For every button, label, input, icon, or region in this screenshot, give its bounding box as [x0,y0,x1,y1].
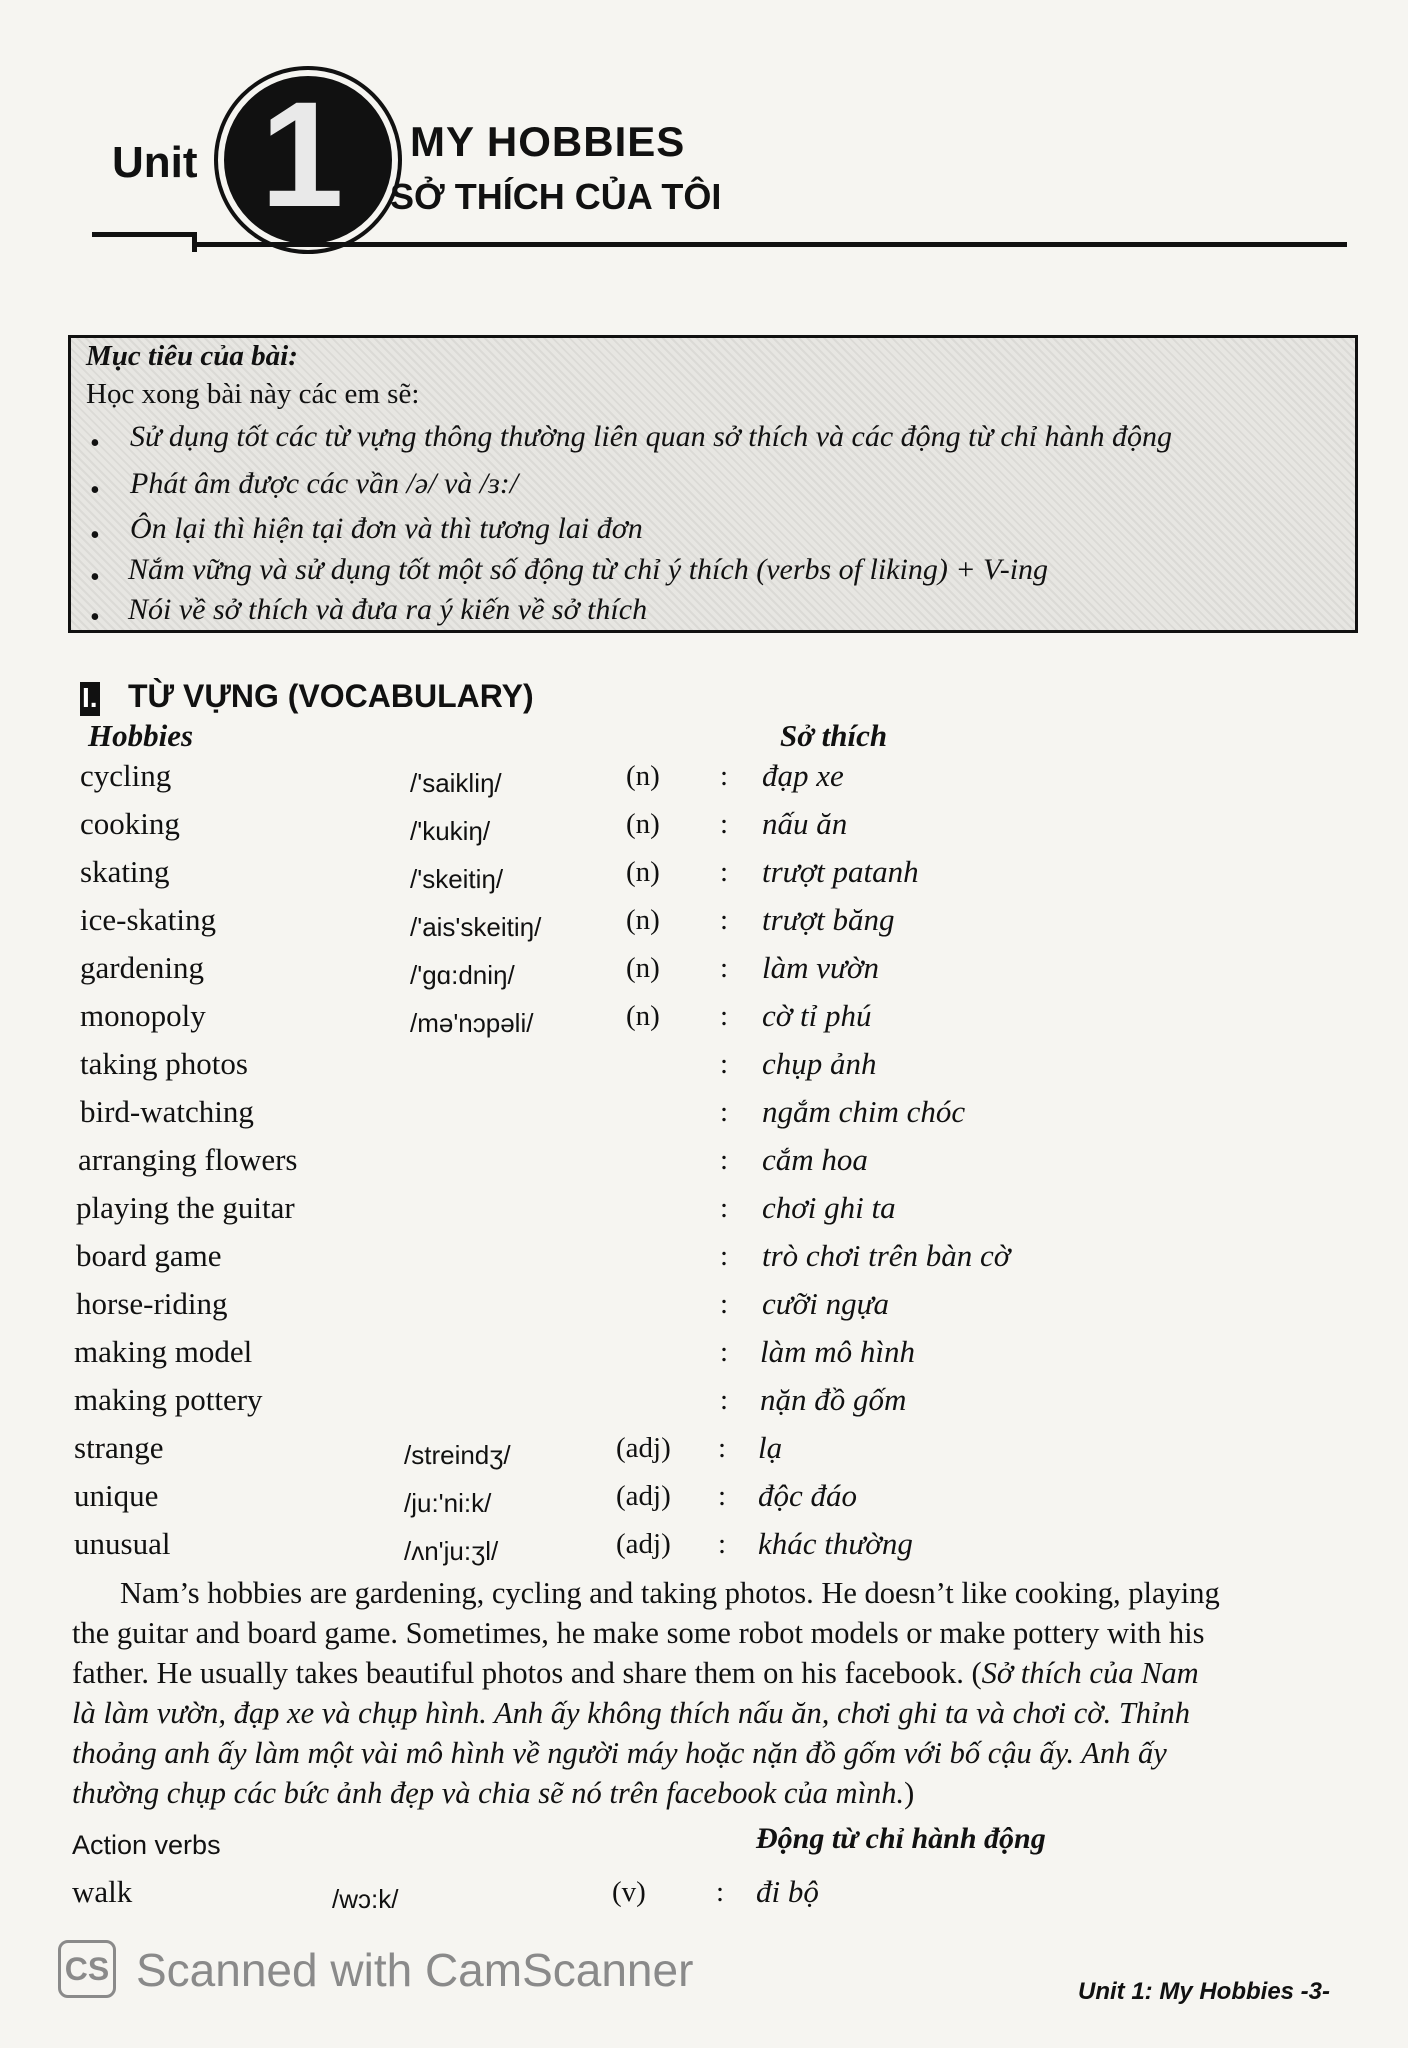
vocab-ipa: /wɔ:k/ [332,1884,399,1914]
section-title: TỪ VỰNG (VOCABULARY) [128,678,534,714]
vocab-word: arranging flowers [78,1142,298,1177]
vocab-colon: : [720,1288,729,1320]
vocab-ipa: /streindʒ/ [404,1440,511,1470]
vocab-word: walk [72,1874,133,1909]
vocab-ipa: /'saikliŋ/ [410,768,502,798]
vocab-ipa: /'gɑ:dniŋ/ [410,960,515,990]
scanner-watermark: Scanned with CamScanner [136,1944,694,1996]
vocab-ipa: /ʌn'ju:ʒl/ [404,1536,499,1566]
vocab-meaning: ngắm chim chóc [762,1094,966,1129]
objective-item: Sử dụng tốt các từ vựng thông thường liên quan sở thích và các động từ chỉ hành động [130,420,1173,453]
vocab-colon: : [720,1000,729,1032]
vocab-colon: : [720,856,729,888]
section-number: I. [82,682,98,713]
vocab-colon: : [720,808,729,840]
vocab-meaning: cờ tỉ phú [762,998,872,1033]
bullet-icon: • [90,428,100,459]
header-rule-left [92,232,196,237]
vocab-colon: : [720,1384,729,1416]
vocab-pos: (n) [626,1000,660,1032]
vocab-meaning: trượt patanh [762,854,919,889]
vocab-pos: (adj) [616,1528,671,1560]
vocab-pos: (n) [626,904,660,936]
vocab-word: cycling [80,758,172,793]
vocab-word: horse-riding [76,1286,228,1321]
vocab-meaning: trượt băng [762,902,895,937]
objective-item: Phát âm được các vần /ə/ và /ɜ:/ [130,467,519,500]
objective-item: Ôn lại thì hiện tại đơn và thì tương lai đơn [130,512,643,545]
vocab-colon: : [720,904,729,936]
vocab-meaning: chụp ảnh [762,1046,877,1081]
unit-label: Unit [112,138,198,187]
bullet-icon: • [90,520,100,551]
vocab-pos: (adj) [616,1432,671,1464]
vocab-meaning: chơi ghi ta [762,1190,896,1225]
vocab-ipa: /ju:'ni:k/ [404,1488,492,1518]
vocab-ipa: /'kukiŋ/ [410,816,491,846]
vocab-meaning: độc đáo [758,1478,858,1513]
paragraph-line: Nam’s hobbies are gardening, cycling and taking photos. He doesn’t like cooking, playing [120,1576,1220,1610]
paragraph-translation-line: thoảng anh ấy làm một vài mô hình về người máy hoặc nặn đồ gốm với bố cậu ấy. Anh ấy [72,1736,1167,1770]
unit-number: 1 [260,70,344,238]
vocab-colon: : [720,1192,729,1224]
vocab-word: gardening [80,950,204,985]
bullet-icon: • [90,475,100,506]
vocab-meaning: đi bộ [756,1874,819,1909]
vocab-colon: : [720,1144,729,1176]
vocab-meaning: làm vườn [762,950,879,985]
paragraph-line [72,1776,914,1811]
vocab-word: skating [80,854,170,889]
vocab-pos: (v) [612,1876,646,1908]
vocab-colon: : [720,1240,729,1272]
paragraph-line: the guitar and board game. Sometimes, he make some robot models or make pottery with his [72,1616,1205,1650]
vocab-colon: : [718,1432,727,1464]
vocab-colon: : [718,1528,727,1560]
paragraph-translation: Sở thích của Nam [981,1656,1199,1690]
header-rule-right [192,242,1347,247]
vocab-pos: (n) [626,952,660,984]
vocab-word: taking photos [80,1046,248,1081]
vocab-pos: (adj) [616,1480,671,1512]
vocab-ipa: /'skeitiŋ/ [410,864,504,894]
paragraph-line [72,1656,1199,1691]
bullet-icon: • [90,602,100,633]
vocab-word: monopoly [80,998,206,1033]
page-footer-label: Unit 1: My Hobbies -3- [1078,1978,1331,2005]
vocab-colon: : [720,760,729,792]
objective-item: Nắm vững và sử dụng tốt một số động từ chỉ ý thích (verbs of liking) + V-ing [128,553,1049,586]
vocab-ipa: /mə'nɔpəli/ [410,1008,534,1038]
vocab-word: making model [74,1334,253,1369]
page-title: MY HOBBIES [410,118,686,165]
vocab-ipa: /'ais'skeitiŋ/ [410,912,542,942]
vocab-pos: (n) [626,808,660,840]
page-subtitle: SỞ THÍCH CỦA TÔI [390,176,722,217]
vocab-meaning: khác thường [758,1526,913,1561]
vocab-word: bird-watching [80,1094,254,1129]
vocab-meaning: nấu ăn [762,806,848,841]
vocab-pos: (n) [626,856,660,888]
vocab-colon: : [716,1876,725,1908]
objectives-title: Mục tiêu của bài: [86,340,298,372]
vocab-colon: : [720,1048,729,1080]
vocab-meaning: nặn đồ gốm [760,1382,907,1417]
vocab-meaning: trò chơi trên bàn cờ [762,1238,1011,1273]
vocab-colon: : [718,1480,727,1512]
vocab-word: making pottery [74,1382,263,1417]
vocab-meaning: lạ [758,1430,783,1465]
vocab-meaning: cắm hoa [762,1142,868,1177]
paragraph-close: ) [904,1776,915,1810]
vocab-word: board game [76,1238,222,1273]
vocab-colon: : [720,1336,729,1368]
action-verbs-title-vi: Động từ chỉ hành động [756,1822,1046,1855]
bullet-icon: • [90,562,100,593]
vocab-word: playing the guitar [76,1190,295,1225]
vocab-word: unique [74,1478,159,1513]
vocab-word: ice-skating [80,902,217,937]
paragraph-translation-line: là làm vườn, đạp xe và chụp hình. Anh ấy không thích nấu ăn, chơi ghi ta và chơi cờ. Thỉnh [72,1696,1191,1730]
column-header-vietnamese: Sở thích [780,718,888,753]
vocab-meaning: cưỡi ngựa [762,1286,889,1321]
column-header-english: Hobbies [88,718,194,753]
vocab-pos: (n) [626,760,660,792]
action-verbs-title: Action verbs [72,1830,221,1860]
vocab-colon: : [720,952,729,984]
vocab-word: strange [74,1430,164,1465]
vocab-word: cooking [80,806,180,841]
vocab-colon: : [720,1096,729,1128]
paragraph-text: father. He usually takes beautiful photos and share them on his facebook. ( [72,1656,982,1690]
paragraph-translation: thường chụp các bức ảnh đẹp và chia sẽ nó trên facebook của mình. [72,1776,905,1810]
vocab-meaning: làm mô hình [760,1334,915,1369]
objective-item: Nói về sở thích và đưa ra ý kiến về sở thích [128,593,648,626]
objectives-intro: Học xong bài này các em sẽ: [86,378,420,410]
camscanner-logo-icon: CS [58,1940,116,1998]
vocab-meaning: đạp xe [762,758,844,793]
vocab-word: unusual [74,1526,171,1561]
